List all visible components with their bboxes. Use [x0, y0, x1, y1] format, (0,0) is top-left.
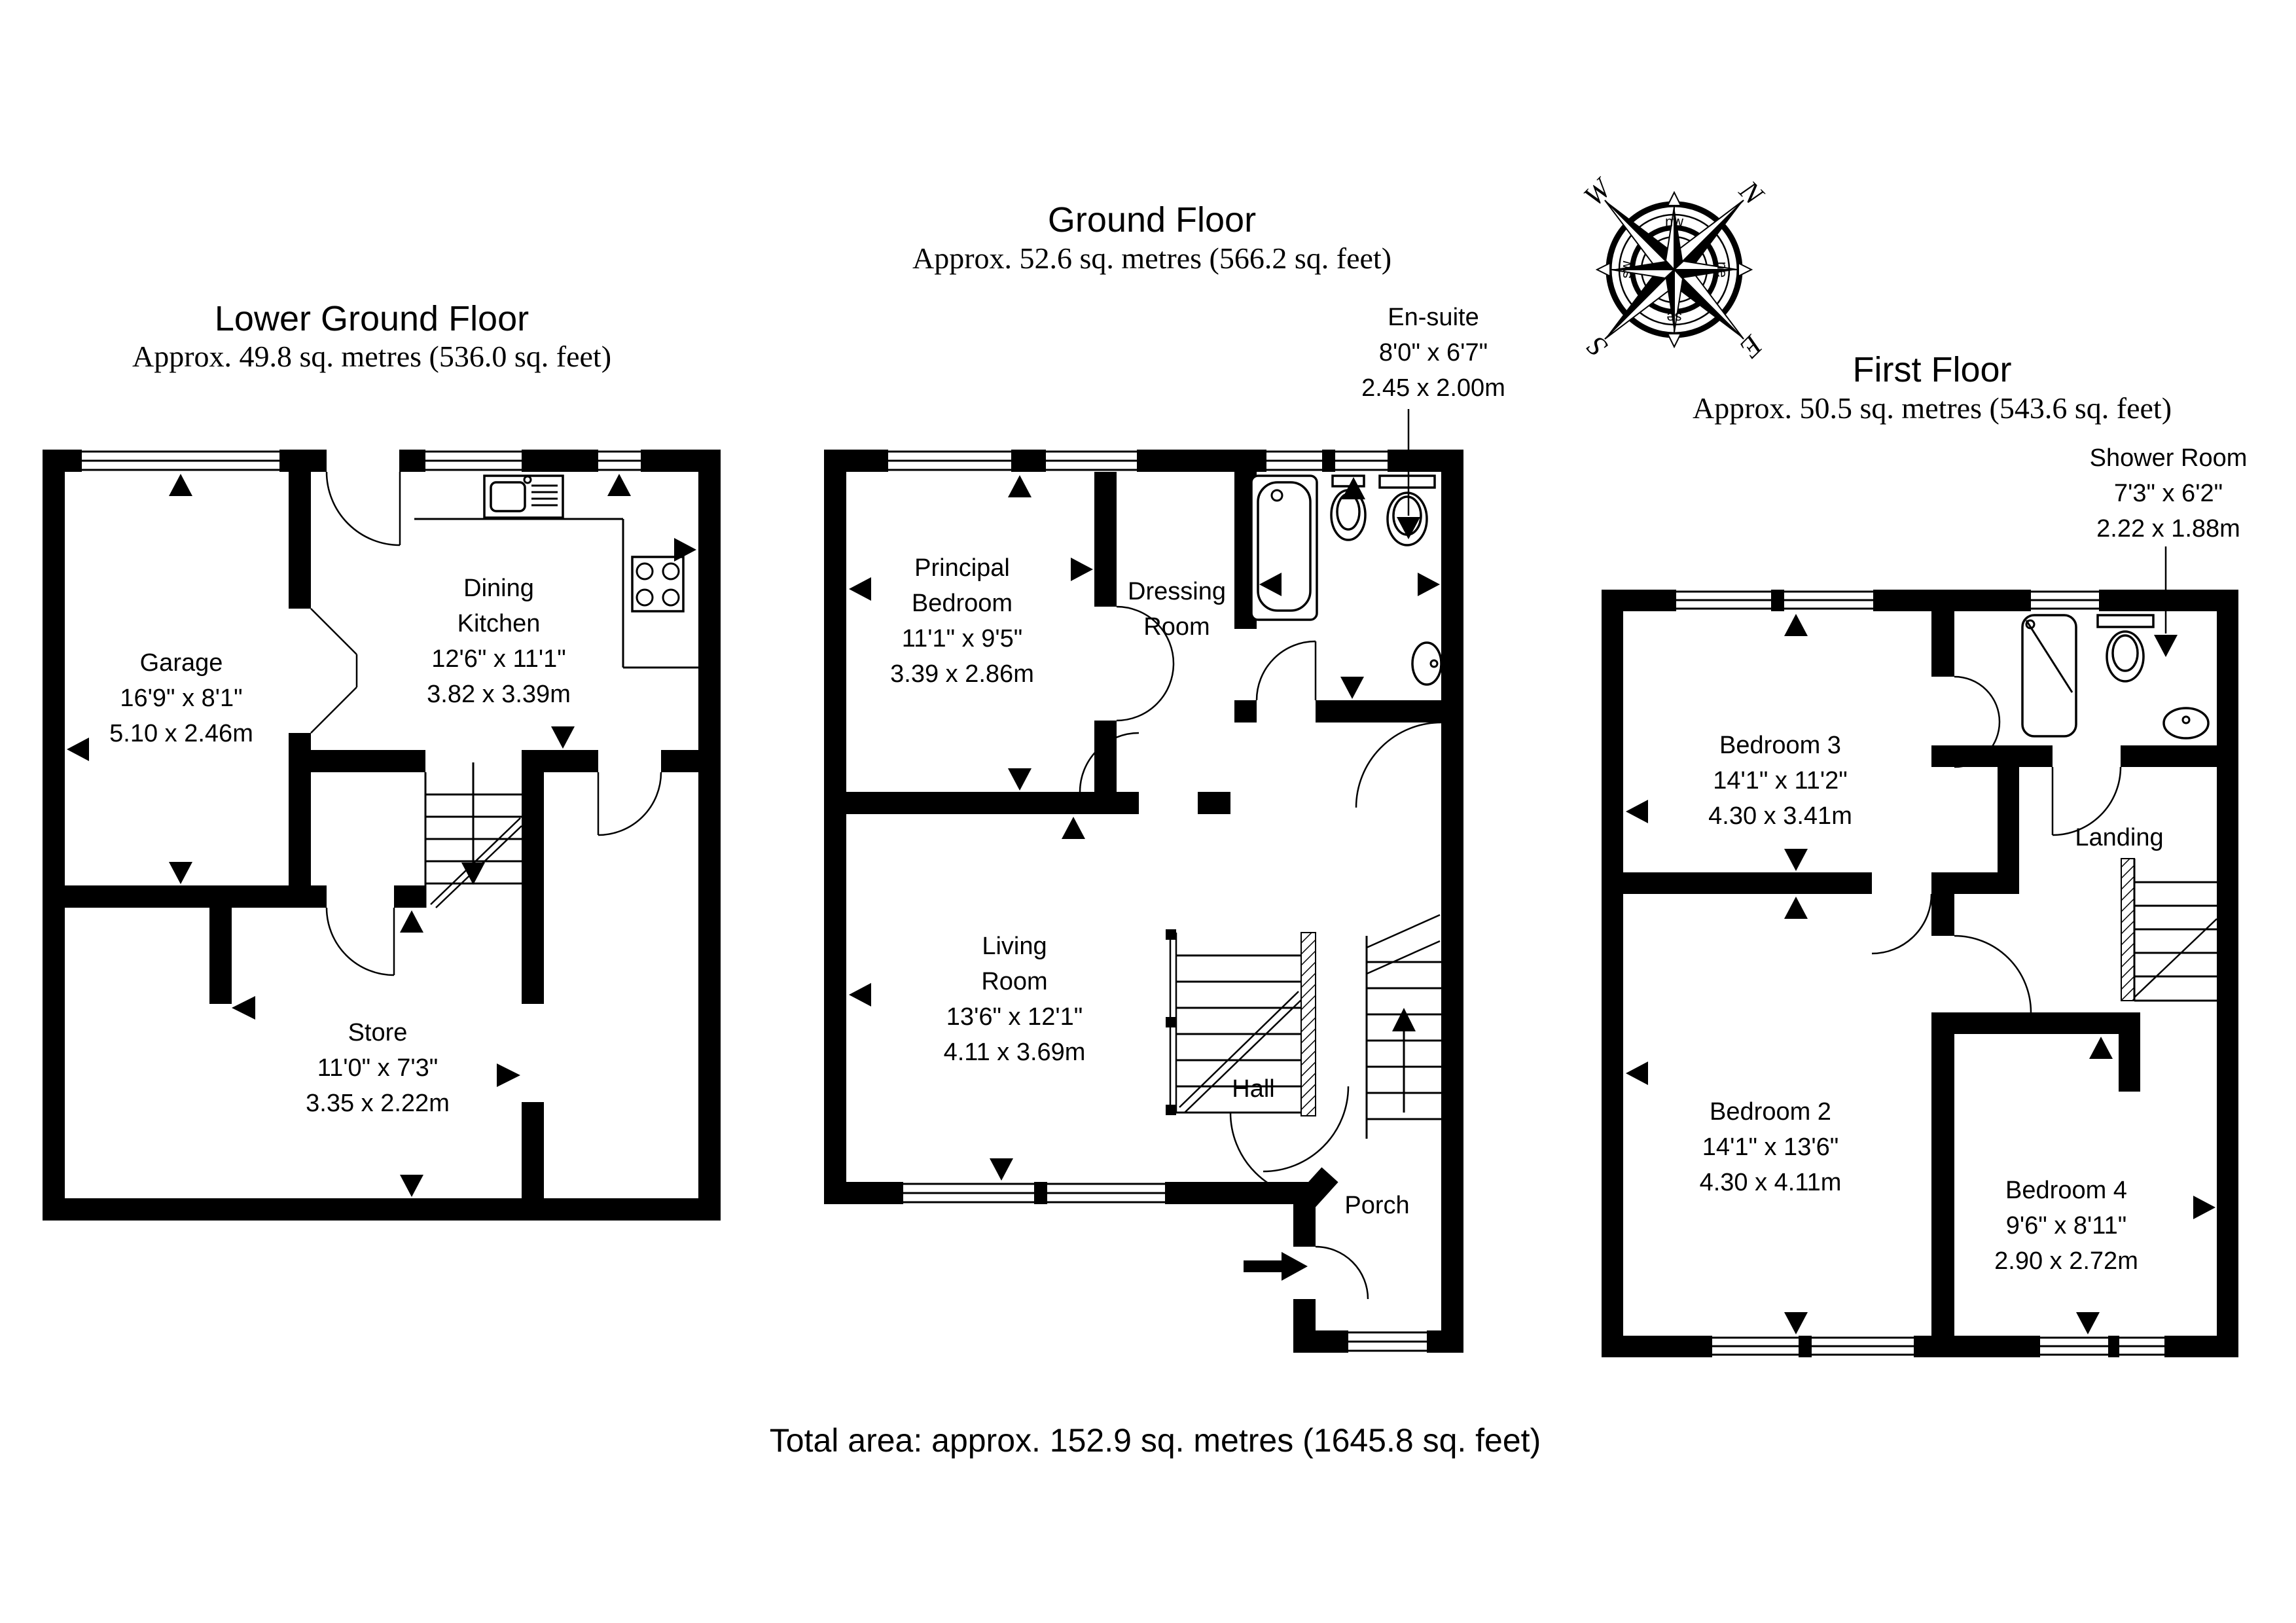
stair-up-arrow [1392, 1008, 1416, 1031]
room-name: Store [348, 1019, 408, 1046]
window-bedroom-right [1046, 450, 1137, 472]
door-arcs [1872, 677, 2121, 1012]
callout-en-suite [1361, 300, 1505, 406]
hatch-garage-kitchen [311, 609, 357, 733]
door-kitchen-back [327, 450, 400, 545]
room-name: Porch [1344, 1192, 1410, 1219]
room-name: Room [1143, 613, 1210, 641]
window-shower-room [2031, 590, 2099, 611]
first-floor-title: First Floor [1852, 350, 2012, 389]
room-dim-metric: 3.82 x 3.39m [427, 681, 571, 708]
svg-text:se: se [1666, 310, 1682, 326]
svg-text:S: S [1581, 330, 1614, 363]
total-area-text: Total area: approx. 152.9 sq. metres (1645.8 sq. feet) [769, 1422, 1541, 1459]
window-kitchen-right [598, 450, 641, 472]
room-name: Bedroom 4 [2005, 1177, 2127, 1204]
callout-line: 8'0" x 6'7" [1378, 339, 1488, 366]
entrance-arrow [1244, 1252, 1308, 1281]
svg-text:W: W [1577, 172, 1617, 213]
room-name: Living [982, 933, 1047, 960]
room-dim-imperial: 16'9" x 8'1" [120, 685, 243, 712]
room-dim-imperial: 14'1" x 13'6" [1702, 1133, 1839, 1161]
interior-walls [824, 472, 1463, 814]
callout-shower-room [2090, 440, 2248, 546]
ground-floor-area: Approx. 52.6 sq. metres (566.2 sq. feet) [912, 241, 1392, 275]
window-bedroom3-right [1784, 590, 1873, 611]
room-dim-imperial: 14'1" x 11'2" [1713, 767, 1848, 794]
room-name: Hall [1232, 1075, 1275, 1103]
svg-text:N: N [1733, 174, 1770, 211]
callout-line: Shower Room [2089, 444, 2248, 472]
shower-icon [2022, 615, 2076, 736]
view-direction-arrows [849, 475, 1440, 1181]
room-dim-metric: 3.35 x 2.22m [306, 1090, 450, 1117]
hob-icon [632, 557, 683, 611]
callout-line: 7'3" x 6'2" [2113, 480, 2223, 507]
room-name: Dressing [1128, 578, 1226, 605]
room-dim-metric: 4.11 x 3.69m [943, 1039, 1086, 1066]
room-name: Garage [139, 649, 223, 677]
callout-line: En-suite [1388, 304, 1479, 331]
room-name: Bedroom 2 [1710, 1098, 1831, 1126]
lower-ground-floor-area: Approx. 49.8 sq. metres (536.0 sq. feet) [132, 340, 612, 373]
stair-direction-arrow [461, 863, 485, 885]
window-living-left [903, 1182, 1034, 1204]
window-bedroom3-left [1676, 590, 1771, 611]
window-kitchen-left [425, 450, 522, 472]
callout-line: 2.45 x 2.00m [1361, 374, 1505, 402]
room-dim-metric: 4.30 x 4.11m [1699, 1169, 1842, 1196]
svg-text:ne: ne [1714, 261, 1731, 278]
window-garage [82, 450, 279, 472]
interior-walls [1602, 611, 2238, 1336]
toilet-icon [2098, 615, 2153, 681]
window-bedroom2-left [1712, 1336, 1799, 1357]
room-dim-metric: 3.39 x 2.86m [890, 660, 1034, 688]
exterior-walls [43, 450, 721, 1221]
staircase-down [425, 762, 522, 908]
room-dim-imperial: 13'6" x 12'1" [946, 1003, 1083, 1031]
staircase-landing [2121, 859, 2217, 1001]
room-name: Dining [463, 575, 534, 602]
room-dim-imperial: 11'1" x 9'5" [901, 625, 1023, 652]
room-dim-imperial: 9'6" x 8'11" [2005, 1212, 2127, 1240]
exterior-walls [1602, 590, 2238, 1357]
door-arcs [327, 772, 661, 975]
kitchen-sink-icon [484, 476, 563, 518]
room-dim-metric: 4.30 x 3.41m [1708, 802, 1852, 830]
room-name: Bedroom [911, 590, 1013, 617]
staircase-between-floors [1166, 915, 1441, 1139]
window-living-right [1047, 1182, 1165, 1204]
compass-rose-icon [1570, 165, 1779, 374]
room-dim-imperial: 11'0" x 7'3" [317, 1054, 439, 1082]
basin-icon [1412, 643, 1441, 685]
window-bedroom4-right [2119, 1336, 2164, 1357]
svg-text:sw: sw [1618, 260, 1634, 279]
basin-icon [2164, 708, 2208, 738]
lower-ground-floor-title: Lower Ground Floor [214, 299, 529, 338]
room-name: Principal [914, 554, 1010, 582]
lower-ground-floor-plan [39, 445, 733, 1230]
window-porch [1348, 1330, 1427, 1353]
svg-text:nw: nw [1664, 213, 1684, 230]
window-ensuite-right [1335, 450, 1388, 472]
first-floor-area: Approx. 50.5 sq. metres (543.6 sq. feet) [1692, 391, 2172, 425]
room-name: Room [981, 968, 1048, 995]
window-bedroom-left [888, 450, 1011, 472]
window-bedroom4-left [2040, 1336, 2108, 1357]
room-dim-imperial: 12'6" x 11'1" [431, 645, 566, 673]
first-floor-plan [1597, 537, 2296, 1361]
room-dim-metric: 2.90 x 2.72m [1994, 1247, 2138, 1275]
ensuite-leader-line [1397, 409, 1420, 539]
exterior-walls [824, 450, 1463, 1353]
bath-icon [1251, 476, 1317, 620]
ground-floor-plan [818, 399, 1486, 1361]
room-name: Kitchen [457, 610, 541, 637]
room-dim-metric: 5.10 x 2.46m [109, 720, 253, 747]
room-name: Bedroom 3 [1719, 732, 1841, 759]
bidet-icon [1331, 476, 1365, 540]
room-name: Landing [2075, 824, 2164, 851]
svg-text:E: E [1733, 329, 1769, 365]
window-ensuite-left [1266, 450, 1322, 472]
ground-floor-title: Ground Floor [1047, 200, 1257, 240]
window-bedroom2-right [1812, 1336, 1914, 1357]
callout-line: 2.22 x 1.88m [2096, 515, 2240, 543]
